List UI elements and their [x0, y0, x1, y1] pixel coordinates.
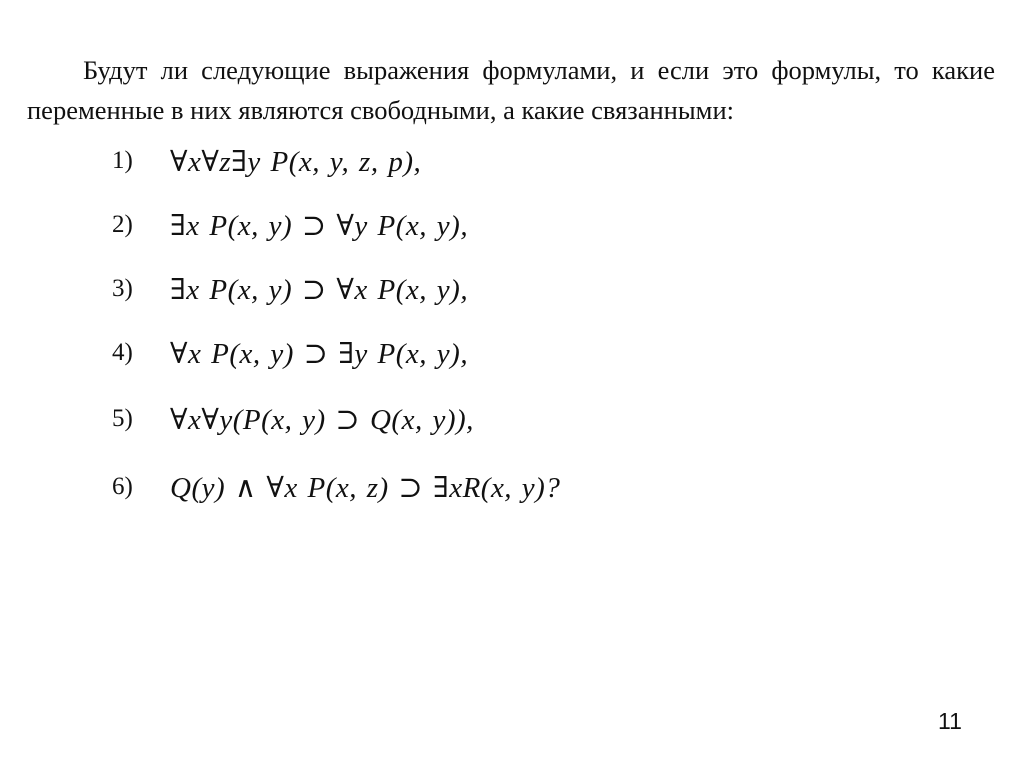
formula-number: 5) — [112, 405, 133, 432]
formula-number: 1) — [112, 147, 133, 174]
formula-item-6 — [112, 462, 560, 512]
formula-item-3 — [112, 264, 468, 314]
formula-expression: ∀x∀y(P(x, y) ⊃ Q(x, y)), — [170, 403, 474, 436]
formula-expression: ∃x P(x, y) ⊃ ∀x P(x, y), — [170, 273, 469, 306]
formula-expression: ∀x P(x, y) ⊃ ∃y P(x, y), — [170, 337, 469, 370]
formula-item-1 — [112, 136, 421, 186]
formula-item-4 — [112, 328, 468, 378]
formula-item-5 — [112, 394, 474, 444]
formula-number: 3) — [112, 275, 133, 302]
formula-expression: ∀x∀z∃y P(x, y, z, p), — [170, 145, 422, 178]
page-number: 11 — [938, 708, 962, 734]
formula-item-2 — [112, 200, 468, 250]
formula-number: 4) — [112, 339, 133, 366]
formula-number: 6) — [112, 473, 133, 500]
intro-paragraph: Будут ли следующие выражения формулами, и если это формулы, то какие переменные в них являются свободными, а какие связанными: — [27, 55, 995, 125]
formula-expression: ∃x P(x, y) ⊃ ∀y P(x, y), — [170, 209, 469, 242]
formula-expression: Q(y) ∧ ∀x P(x, z) ⊃ ∃xR(x, y)? — [170, 471, 561, 504]
formula-number: 2) — [112, 211, 133, 238]
